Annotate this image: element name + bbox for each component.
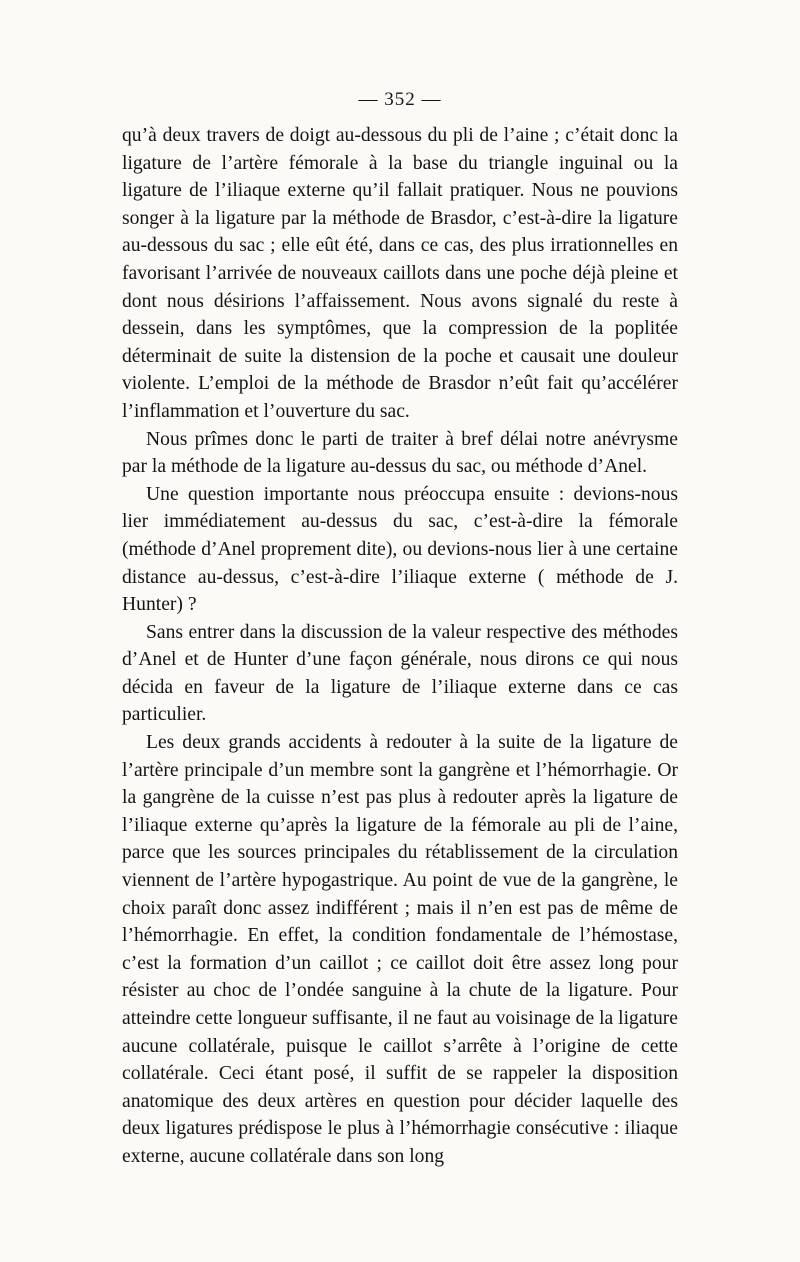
body-text [122, 122, 678, 1171]
paragraph-2: Nous prîmes donc le parti de traiter à bref délai notre anévrysme par la méthode de la ligature au-dessus du sac, ou méthode d’Anel. [122, 428, 678, 478]
paragraph-5: Les deux grands accidents à redouter à la suite de la ligature de l’artère principale d’un membre sont la gangrène et l’hémorrhagie. Or la gangrène de la cuisse n’est pas plus à redouter après la ligature de l’iliaque externe qu’après la ligature de la fémorale au pli de l’aine, parce que les sources principales du rétablissement de la circulation viennent de l’artère hypogastrique. Au point de vue de la gangrène, le choix paraît donc assez indifférent ; mais il n’en est pas de même de l’hémorrhagie. En effet, la condition fondamentale de l’hémostase, c’est la formation d’un caillot ; ce caillot doit être assez long pour résister au choc de l’ondée sanguine à la chute de la ligature. Pour atteindre cette longueur suffisante, il ne faut au voisinage de la ligature aucune collatérale, puisque le caillot s’arrête à l’origine de cette collatérale. Ceci étant posé, il suffit de se rappeler la disposition anatomique des deux artères en question pour décider laquelle des deux ligatures prédispose le plus à l’hémorrhagie consécutive : iliaque externe, aucune collatérale dans son long [122, 732, 678, 1167]
paragraph-1: qu’à deux travers de doigt au-dessous du pli de l’aine ; c’était donc la ligature de l’artère fémorale à la base du triangle inguinal ou la ligature de l’iliaque externe qu’il fallait pratiquer. Nous ne pouvions songer à la ligature par la méthode de Brasdor, c’est-à-dire la ligature au-dessous du sac ; elle eût été, dans ce cas, des plus irrationnelles en favorisant l’arrivée de nouveaux caillots dans une poche déjà pleine et dont nous désirions l’affaissement. Nous avons signalé du reste à dessein, dans les symptômes, que la compression de la poplitée déterminait de suite la distension de la poche et causait une douleur violente. L’emploi de la méthode de Brasdor n’eût fait qu’accélérer l’inflammation et l’ouverture du sac. [122, 125, 678, 422]
page-number: — 352 — [358, 89, 442, 110]
paragraph-3: Une question importante nous préoccupa ensuite : devions-nous lier immédiatement au-dessus du sac, c’est-à-dire la fémorale (méthode d’Anel proprement dite), ou devions-nous lier à une certaine distance au-dessus, c’est-à-dire l’iliaque externe ( méthode de J. Hunter) ? [122, 483, 678, 616]
book-page [122, 0, 678, 1262]
paragraph-4: Sans entrer dans la discussion de la valeur respective des méthodes d’Anel et de Hunter d’une façon générale, nous dirons ce qui nous décida en faveur de la ligature de l’iliaque externe dans ce cas particulier. [122, 621, 678, 726]
